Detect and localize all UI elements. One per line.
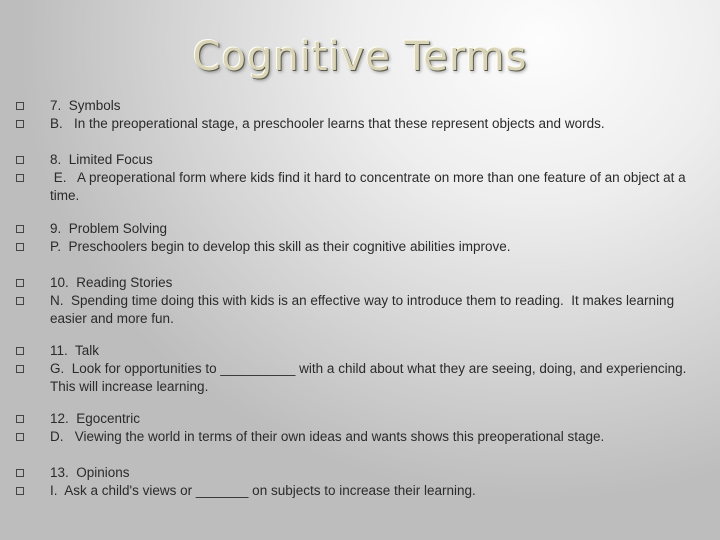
slide-title: Cognitive Terms [192,34,528,80]
term-definition: G. Look for opportunities to __________ with a child about what they are seeing, doing, and experiencing. This will increase learning. [50,361,694,394]
term-definition: D. Viewing the world in terms of their own ideas and wants shows this preoperational stage. [50,429,605,444]
term-label: 11. Talk [50,343,100,358]
square-bullet-icon [16,156,24,164]
list-item [16,151,706,205]
term-definition: N. Spending time doing this with kids is an effective way to introduce them to reading. It makes learning easier and more fun. [50,293,678,326]
term-definition: P. Preschoolers begin to develop this skill as their cognitive abilities improve. [50,239,511,254]
square-bullet-icon [16,297,24,305]
term-definition: B. In the preoperational stage, a preschooler learns that these represent objects and words. [50,116,605,131]
square-bullet-icon [16,469,24,477]
term-label: 13. Opinions [50,465,130,480]
list-item [16,220,706,256]
square-bullet-icon [16,365,24,373]
square-bullet-icon [16,487,24,495]
term-label: 7. Symbols [50,98,121,113]
term-label: 10. Reading Stories [50,275,173,290]
square-bullet-icon [16,243,24,251]
term-label: 9. Problem Solving [50,221,168,236]
square-bullet-icon [16,279,24,287]
list-item [16,464,706,500]
square-bullet-icon [16,433,24,441]
list-item [16,410,706,446]
list-item [16,97,706,133]
square-bullet-icon [16,120,24,128]
list-item [16,342,706,396]
term-label: 12. Egocentric [50,411,141,426]
square-bullet-icon [16,415,24,423]
list-item [16,274,706,328]
square-bullet-icon [16,225,24,233]
square-bullet-icon [16,347,24,355]
term-label: 8. Limited Focus [50,152,153,167]
square-bullet-icon [16,174,24,182]
term-definition: I. Ask a child's views or _______ on subjects to increase their learning. [50,483,476,498]
term-definition: E. A preoperational form where kids find it hard to concentrate on more than one feature of an object at a time. [50,170,690,203]
square-bullet-icon [16,102,24,110]
